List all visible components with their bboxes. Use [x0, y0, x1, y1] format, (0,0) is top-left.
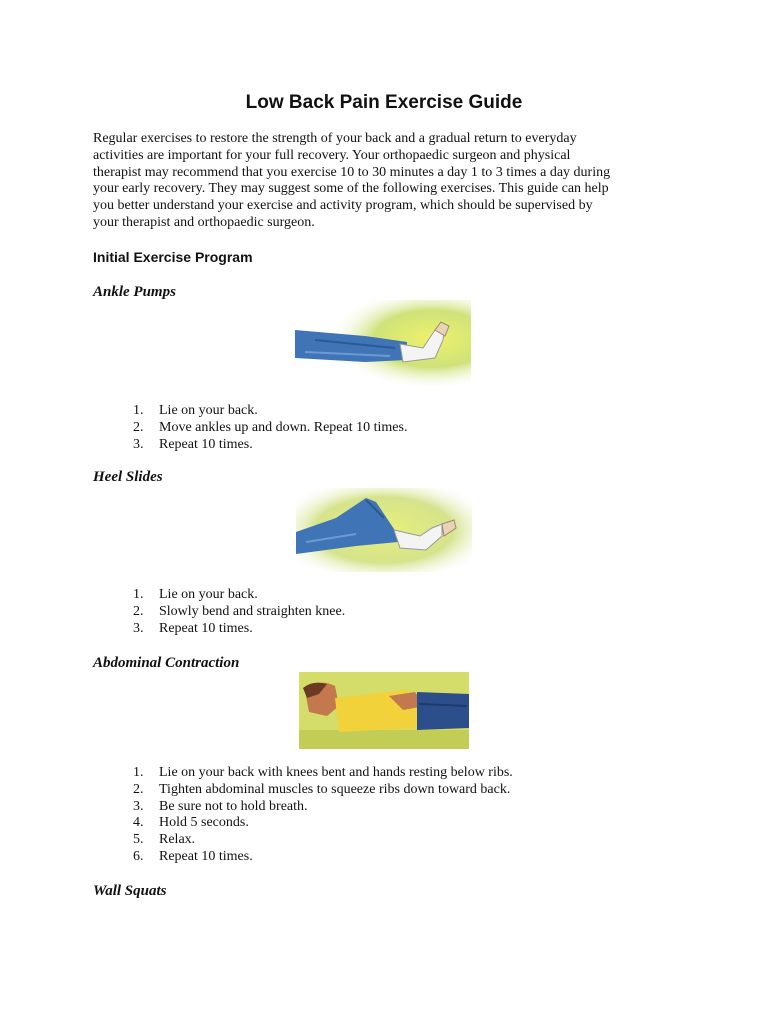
step-text: Lie on your back.: [159, 403, 258, 418]
step-text: Tighten abdominal muscles to squeeze ribs down toward back.: [159, 781, 511, 797]
step-number: 1.: [133, 403, 144, 418]
list-item: [0, 832, 513, 849]
step-text: Hold 5 seconds.: [159, 815, 249, 831]
ankle-pumps-illustration: [295, 300, 471, 386]
intro-line: Regular exercises to restore the strength of your back and a gradual return to everyday: [93, 131, 577, 146]
intro-line: your therapist and orthopaedic surgeon.: [93, 214, 315, 230]
step-number: 1.: [133, 587, 144, 602]
step-text: Be sure not to hold breath.: [159, 798, 308, 814]
intro-line: therapist may recommend that you exercise 10 to 30 minutes a day 1 to 3 times a day during: [93, 164, 611, 180]
intro-line: you better understand your exercise and activity program, which should be supervised by: [93, 198, 593, 214]
exercise-title-heel-slides: Heel Slides: [93, 469, 163, 485]
step-number: 3.: [133, 620, 144, 636]
list-item: [0, 621, 345, 638]
list-item: [0, 403, 407, 420]
list-item: [0, 782, 513, 799]
step-number: 2.: [133, 781, 144, 797]
step-text: Relax.: [159, 832, 196, 848]
intro-paragraph: [93, 131, 683, 232]
exercise-title-abdominal-contraction: Abdominal Contraction: [93, 655, 240, 671]
step-number: 3.: [133, 436, 144, 452]
step-number: 2.: [133, 419, 144, 435]
abdominal-contraction-steps: [0, 765, 513, 866]
step-text: Repeat 10 times.: [159, 848, 253, 864]
list-item: [0, 587, 345, 604]
ankle-pumps-steps: [0, 403, 407, 453]
intro-line: your early recovery. They may suggest some of the following exercises. This guide can help: [93, 181, 609, 197]
list-item: [0, 437, 407, 454]
list-item: [0, 815, 513, 832]
section-heading: Initial Exercise Program: [93, 249, 253, 265]
step-number: 2.: [133, 603, 144, 619]
list-item: [0, 420, 407, 437]
step-number: 6.: [133, 848, 144, 864]
list-item: [0, 765, 513, 782]
step-text: Repeat 10 times.: [159, 620, 253, 636]
heel-slides-illustration: [296, 488, 472, 572]
exercise-title-wall-squats: Wall Squats: [93, 883, 167, 899]
step-text: Move ankles up and down. Repeat 10 times.: [159, 419, 408, 435]
step-number: 5.: [133, 832, 144, 848]
step-text: Lie on your back with knees bent and hands resting below ribs.: [159, 765, 513, 780]
step-text: Lie on your back.: [159, 587, 258, 602]
step-text: Slowly bend and straighten knee.: [159, 603, 346, 619]
exercise-title-ankle-pumps: Ankle Pumps: [93, 284, 176, 300]
list-item: [0, 604, 345, 621]
step-number: 1.: [133, 765, 144, 780]
step-text: Repeat 10 times.: [159, 436, 253, 452]
list-item: [0, 799, 513, 816]
abdominal-contraction-illustration: [299, 672, 469, 749]
page-title: Low Back Pain Exercise Guide: [245, 92, 523, 113]
list-item: [0, 849, 513, 866]
heel-slides-steps: [0, 587, 345, 637]
step-number: 4.: [133, 815, 144, 831]
step-number: 3.: [133, 798, 144, 814]
intro-line: activities are important for your full recovery. Your orthopaedic surgeon and physical: [93, 147, 571, 163]
